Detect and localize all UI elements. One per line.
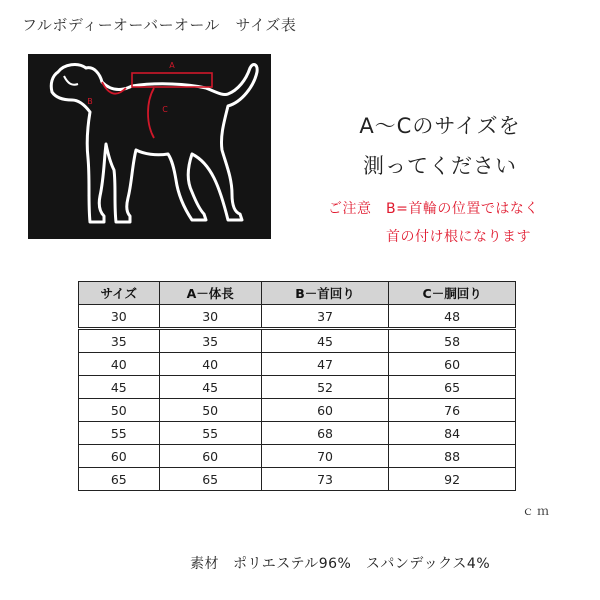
table-cell: 60: [79, 445, 160, 468]
table-cell: 48: [389, 305, 516, 329]
instruction-heading-line-2: 測ってください: [363, 154, 517, 178]
table-cell: 52: [261, 376, 388, 399]
table-cell: 37: [261, 305, 388, 329]
caution-note-line-1: ご注意 B=首輪の位置ではなく: [328, 201, 539, 217]
table-cell: 50: [159, 399, 261, 422]
table-cell: 45: [159, 376, 261, 399]
caution-note-line-2: 首の付け根になります: [386, 229, 531, 245]
table-cell: 30: [159, 305, 261, 329]
table-cell: 92: [389, 468, 516, 491]
material-text: ポリエステル96% スパンデックス4%: [233, 556, 491, 572]
dog-measurement-diagram: [28, 54, 271, 239]
table-cell: 55: [79, 422, 160, 445]
unit-label: ｃｍ: [522, 504, 553, 518]
table-cell: 30: [79, 305, 160, 329]
page-title: フルボディーオーバーオール サイズ表: [22, 16, 297, 34]
instruction-heading-line-1: A～Cのサイズを: [359, 114, 521, 138]
table-cell: 40: [159, 353, 261, 376]
table-row: [79, 422, 516, 445]
table-cell: 60: [389, 353, 516, 376]
table-row: [79, 468, 516, 491]
table-cell: 65: [79, 468, 160, 491]
table-cell: 84: [389, 422, 516, 445]
measure-c-label: C: [162, 105, 168, 114]
table-row: [79, 329, 516, 353]
material-label: 素材: [190, 556, 219, 572]
measure-c-line: [148, 88, 154, 138]
table-cell: 35: [79, 329, 160, 353]
table-cell: 68: [261, 422, 388, 445]
table-cell: 60: [261, 399, 388, 422]
table-row: [79, 399, 516, 422]
dog-silhouette: [28, 54, 271, 239]
table-cell: 65: [159, 468, 261, 491]
measure-b-label: B: [87, 97, 93, 106]
table-cell: 55: [159, 422, 261, 445]
table-row: [79, 445, 516, 468]
table-cell: 88: [389, 445, 516, 468]
header-body-length: A－体長: [159, 282, 261, 305]
header-neck: B－首回り: [261, 282, 388, 305]
table-row: [79, 376, 516, 399]
table-cell: 65: [389, 376, 516, 399]
table-cell: 35: [159, 329, 261, 353]
header-chest: C－胴回り: [389, 282, 516, 305]
table-cell: 70: [261, 445, 388, 468]
table-cell: 45: [261, 329, 388, 353]
table-row: [79, 305, 516, 329]
table-cell: 60: [159, 445, 261, 468]
table-row: [79, 353, 516, 376]
table-cell: 58: [389, 329, 516, 353]
table-cell: 47: [261, 353, 388, 376]
size-table-header-row: [79, 282, 516, 305]
header-size: サイズ: [79, 282, 160, 305]
material-info: [190, 553, 490, 573]
table-cell: 73: [261, 468, 388, 491]
table-cell: 40: [79, 353, 160, 376]
table-cell: 45: [79, 376, 160, 399]
size-table: [78, 281, 516, 491]
table-cell: 50: [79, 399, 160, 422]
measure-a-label: A: [169, 61, 175, 70]
table-cell: 76: [389, 399, 516, 422]
